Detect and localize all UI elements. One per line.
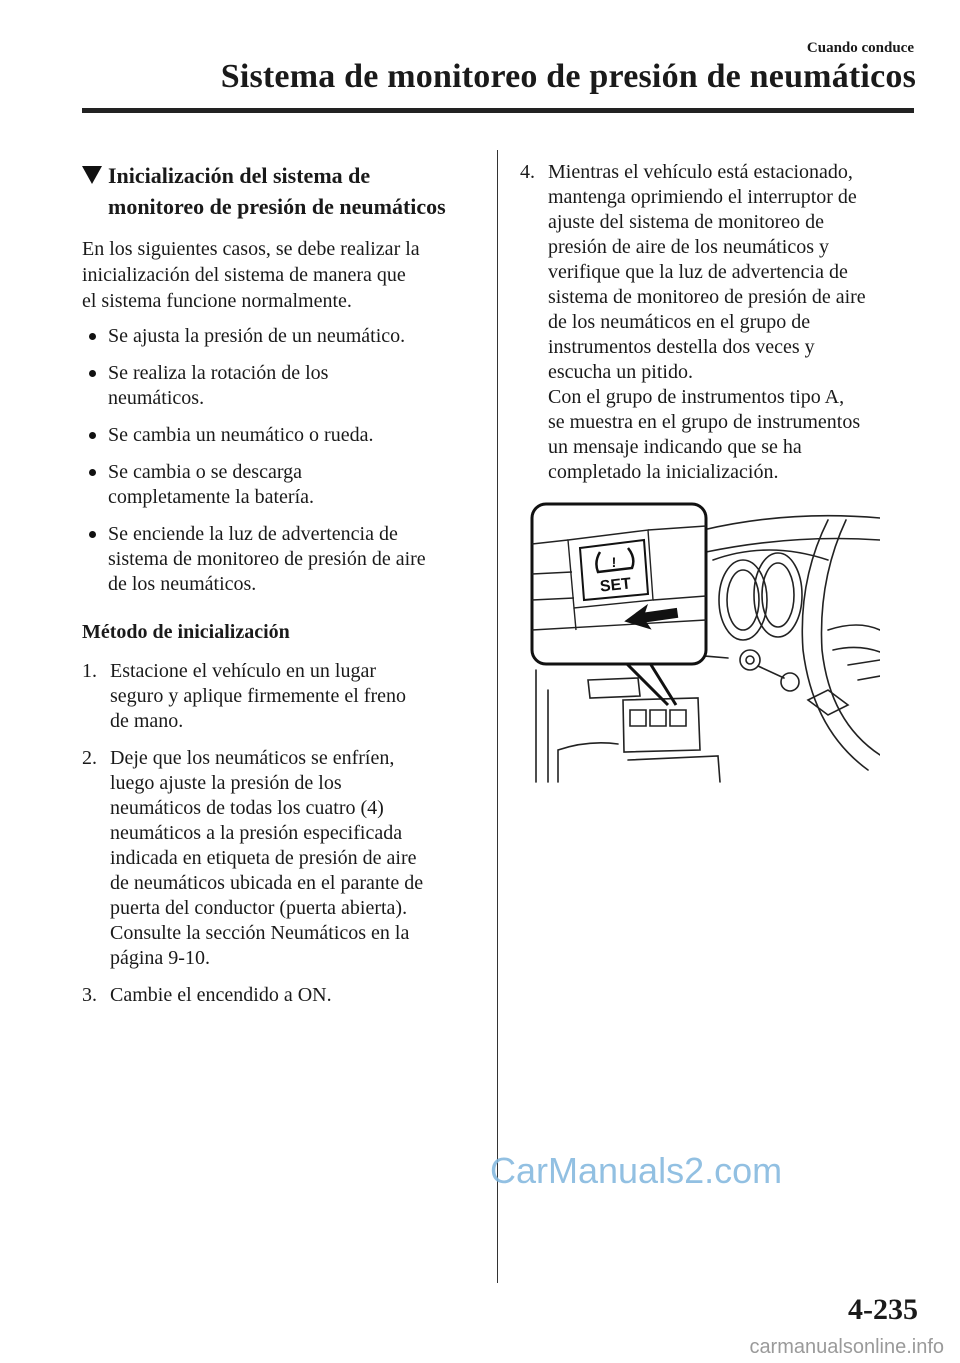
step-line: ajuste del sistema de monitoreo de <box>548 211 825 233</box>
list-item-line: de los neumáticos. <box>108 573 257 595</box>
left-column <box>82 160 474 1020</box>
method-title: Método de inicialización <box>82 621 290 643</box>
step-number: 3. <box>82 984 97 1006</box>
dashboard-illustration <box>528 500 880 786</box>
step-item <box>82 983 474 1008</box>
step-item <box>520 160 920 485</box>
page-number: 4-235 <box>848 1293 918 1326</box>
intro-line: el sistema funcione normalmente. <box>82 290 352 312</box>
step-line: luego ajuste la presión de los <box>110 772 342 794</box>
list-item <box>82 522 474 597</box>
step-number: 1. <box>82 660 97 682</box>
steps-list-continued <box>520 160 920 485</box>
list-item-line: Se ajusta la presión de un neumático. <box>108 325 406 347</box>
step-line: se muestra en el grupo de instrumentos <box>548 411 861 433</box>
step-line: escucha un pitido. <box>548 361 693 383</box>
step-line: página 9-10. <box>110 947 210 969</box>
step-line: Con el grupo de instrumentos tipo A, <box>548 386 845 408</box>
list-item-line: Se realiza la rotación de los <box>108 362 329 384</box>
list-item <box>82 423 474 448</box>
svg-text:!: ! <box>611 554 617 570</box>
dashboard-diagram <box>528 500 880 786</box>
list-item-line: neumáticos. <box>108 387 205 409</box>
step-number: 2. <box>82 747 97 769</box>
step-item <box>82 746 474 971</box>
heading-line: Inicialización del sistema de <box>108 163 371 188</box>
intro-line: En los siguientes casos, se debe realizar la <box>82 238 420 260</box>
step-line: verifique que la luz de advertencia de <box>548 261 848 283</box>
step-line: seguro y aplique firmemente el freno <box>110 685 406 707</box>
step-line: Estacione el vehículo en un lugar <box>110 660 377 682</box>
step-line: Mientras el vehículo está estacionado, <box>548 161 853 183</box>
list-item-line: Se enciende la luz de advertencia de <box>108 523 398 545</box>
step-item <box>82 659 474 734</box>
step-line: neumáticos de todas los cuatro (4) <box>110 797 384 819</box>
step-number: 4. <box>520 161 535 183</box>
steps-list <box>82 659 474 1008</box>
step-line: Cambie el encendido a ON. <box>110 984 332 1006</box>
case-list <box>82 324 474 597</box>
column-divider <box>497 150 498 1283</box>
step-line: un mensaje indicando que se ha <box>548 436 802 458</box>
step-line: Deje que los neumáticos se enfríen, <box>110 747 395 769</box>
page-title: Sistema de monitoreo de presión de neumáticos <box>220 58 916 95</box>
list-item-line: Se cambia o se descarga <box>108 461 302 483</box>
set-button-label: SET <box>599 575 632 596</box>
intro-paragraph <box>82 236 474 314</box>
step-line: de mano. <box>110 710 184 732</box>
list-item <box>82 460 474 510</box>
list-item <box>82 361 474 411</box>
step-line: mantenga oprimiendo el interruptor de <box>548 186 857 208</box>
right-column <box>520 160 920 497</box>
step-line: indicada en etiqueta de presión de aire <box>110 847 417 869</box>
watermark: CarManuals2.com <box>490 1150 783 1191</box>
step-line: Consulte la sección Neumáticos en la <box>110 922 410 944</box>
intro-line: inicialización del sistema de manera que <box>82 264 406 286</box>
list-item-line: Se cambia un neumático o rueda. <box>108 424 374 446</box>
step-line: de los neumáticos en el grupo de <box>548 311 811 333</box>
list-item-line: completamente la batería. <box>108 486 315 508</box>
list-item <box>82 324 474 349</box>
step-line: presión de aire de los neumáticos y <box>548 236 830 258</box>
step-line: sistema de monitoreo de presión de aire <box>548 286 866 308</box>
section-label: Cuando conduce <box>806 40 914 56</box>
step-line: neumáticos a la presión especificada <box>110 822 403 844</box>
section-heading <box>82 160 474 222</box>
footer-url: carmanualsonline.info <box>749 1336 944 1358</box>
list-item-line: sistema de monitoreo de presión de aire <box>108 548 426 570</box>
heading-line: monitoreo de presión de neumáticos <box>108 194 446 219</box>
step-line: puerta del conductor (puerta abierta). <box>110 897 408 919</box>
step-line: completado la inicialización. <box>548 461 779 483</box>
step-line: de neumáticos ubicada en el parante de <box>110 872 424 894</box>
title-rule <box>82 108 914 113</box>
step-line: instrumentos destella dos veces y <box>548 336 815 358</box>
triangle-marker-icon <box>82 166 102 184</box>
